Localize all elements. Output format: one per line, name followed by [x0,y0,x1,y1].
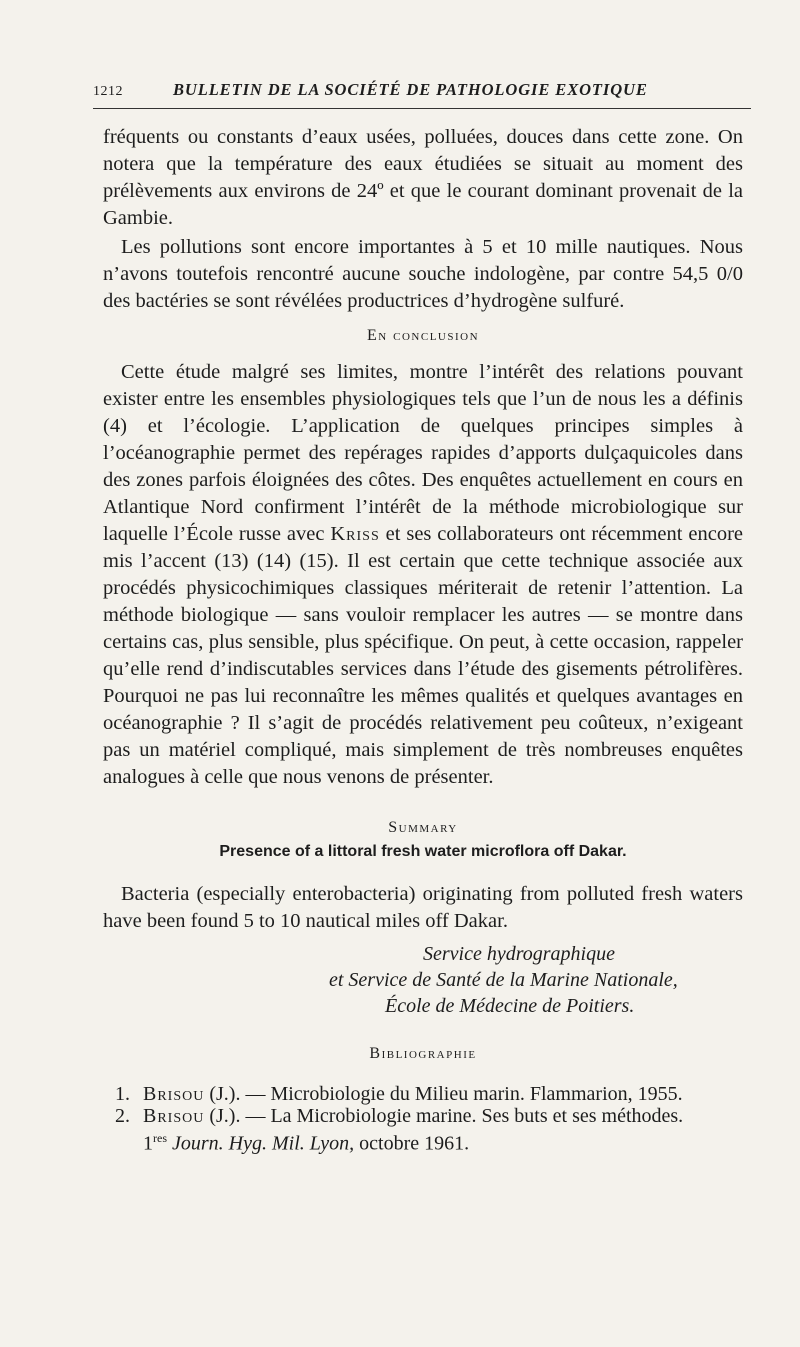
signature-line-3: École de Médecine de Poitiers. [385,995,635,1017]
paragraph-1: fréquents ou constants d’eaux usées, polluées, douces dans cette zone. On notera que la température des eaux étudiées se situait au moment des prélèvements aux environs de 24º et que le courant dominant provenait de la Gambie. [103,126,743,229]
reference-author: Brisou [143,1083,205,1105]
reference-list [103,1083,743,1155]
reference-continuation: 1res Journ. Hyg. Mil. Lyon, octobre 1961. [143,1131,470,1155]
journal-title: BULLETIN DE LA SOCIÉTÉ DE PATHOLOGIE EXOTIQUE [173,80,648,99]
reference-item: 1. Brisou (J.). — Microbiologie du Milieu marin. Flammarion, 1955. [115,1083,683,1105]
conclusion-heading: En conclusion [366,327,480,344]
article-body [103,124,743,1155]
paragraph-2: Les pollutions sont encore importantes à 5 et 10 mille nautiques. Nous n’avons toutefois rencontré aucune souche indologène, par contre 54,5 0/0 des bactéries se sont révélées productrices d’hydrogène sulfuré. [103,236,743,312]
conclusion-paragraph [103,359,743,791]
conclusion-text-start: Cette étude malgré ses limites, montre l’intérêt des relations pouvant exister entre les ensembles physiologiques tels que l’un de nous les a définis (4) et l’écologie. L’application de quelques principes simples à l’océanographie permet des repérages rapides d’apports dulçaquicoles dans des zones parfois éloignées des côtes. Des enquêtes actuellement en cours en Atlantique Nord confirment l’intérêt de la méthode microbiologique sur laquelle l’École russe avec [103,361,743,545]
running-header [93,80,753,106]
bibliography-heading: Bibliographie [369,1045,477,1062]
page-number: 1212 [93,84,123,99]
summary-subtitle: Presence of a littoral fresh water microflora off Dakar. [219,843,627,860]
summary-heading: Summary [388,819,458,836]
signature-line-1: Service hydrographique [423,943,615,965]
signature-line-2: et Service de Santé de la Marine Nationale, [329,969,678,991]
header-rule [93,108,751,109]
reference-author: Brisou [143,1105,205,1127]
author-name-kriss: Kriss [330,523,380,545]
conclusion-text-end: et ses collaborateurs ont récemment encore mis l’accent (13) (14) (15). Il est certain que cette technique associée aux procédés physicochimiques classiques mériterait de retenir l’attention. La méthode biologique — sans vouloir remplacer les autres — se montre dans certains cas, plus sensible, plus spécifique. On peut, à cette occasion, rappeler qu’elle rend d’indiscutables services dans l’étude des gisements pétrolifères. Pourquoi ne pas lui reconnaître les mêmes qualités et quelques avantages en océanographie ? Il s’agit de procédés relativement peu coûteux, n’exigeant pas un matériel compliqué, mais simplement de très nombreuses enquêtes analogues à celle que nous venons de présenter. [103,523,743,788]
reference-item: 2. Brisou (J.). — La Microbiologie marine. Ses buts et ses méthodes. [115,1105,684,1127]
summary-text: Bacteria (especially enterobacteria) originating from polluted fresh waters have been found 5 to 10 nautical miles off Dakar. [103,883,743,932]
